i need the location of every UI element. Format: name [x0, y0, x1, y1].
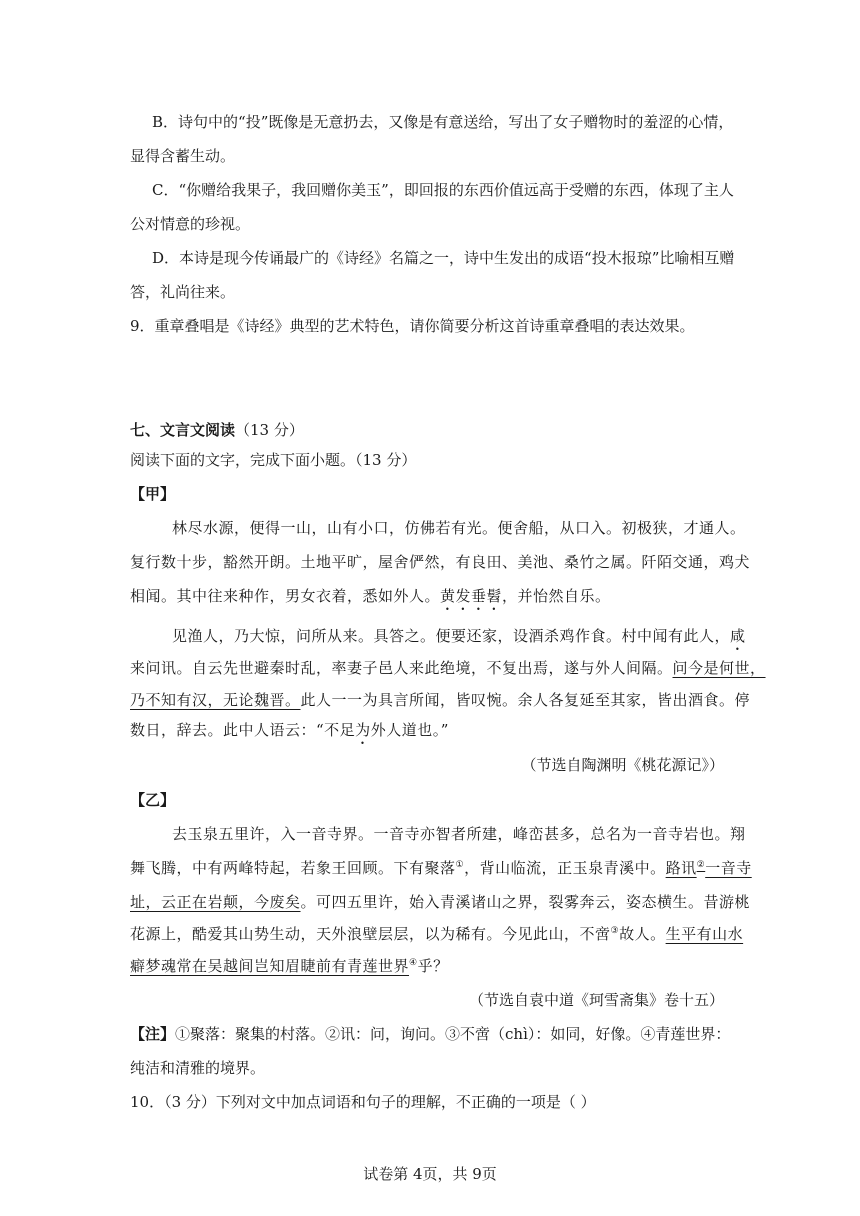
yi-text: ，背山临流，正玉泉青溪中。	[464, 859, 666, 877]
yi-line2	[130, 858, 752, 878]
passage-jia-label: 【甲】	[130, 485, 176, 503]
yi-line3	[130, 892, 750, 912]
jia-text: 数日，辞去。此中人语云：“不足	[130, 721, 356, 739]
section-heading	[130, 420, 304, 440]
question-10: 10．（3 分）下列对文中加点词语和句子的理解，不正确的一项是（ ）	[130, 1093, 596, 1111]
note-line1	[130, 1024, 730, 1044]
note-label: 【注】	[130, 1025, 176, 1043]
underlined-sentence: 路讯	[665, 859, 697, 877]
jia-p1-line2: 复行数十步，豁然开朗。土地平旷，屋舍俨然，有良田、美池、桑竹之属。阡陌交通，鸡犬	[130, 553, 751, 571]
footnote-mark: ②	[696, 860, 706, 870]
question-9: 9．重章叠唱是《诗经》典型的艺术特色，请你简要分析这首诗重章叠唱的表达效果。	[130, 317, 695, 335]
jia-p2-line3	[130, 690, 750, 710]
yi-source: （节选自袁中道《珂雪斋集》卷十五）	[468, 991, 724, 1009]
note-text: ①聚落：聚集的村落。②讯：问，询问。③不啻（chì）：如同，好像。④青莲世界：	[175, 1025, 731, 1043]
jia-source: （节选自陶渊明《桃花源记》）	[521, 756, 724, 774]
footnote-mark: ③	[610, 926, 620, 936]
jia-p1-line1: 林尽水源，便得一山，山有小口，仿佛若有光。便舍船，从口入。初极狭，才通人。	[172, 519, 746, 537]
yi-line4	[130, 924, 743, 944]
footnote-mark: ①	[455, 860, 465, 870]
option-c-line2: 公对情意的珍视。	[130, 215, 251, 233]
option-c-line1: C．“你赠给我果子，我回赠你美玉”，即回报的东西价值远高于受赠的东西，体现了主人	[152, 181, 734, 199]
underlined-sentence: 癖梦魂常在吴越间岂知眉睫前有青莲世界	[130, 957, 410, 975]
option-d-line2: 答，礼尚往来。	[130, 283, 236, 301]
jia-text: 相闻。其中往来种作，男女衣着，悉如外人。	[130, 587, 441, 605]
yi-text: 故人。	[619, 925, 666, 943]
option-b-line1: B．诗句中的“投”既像是无意扔去，又像是有意送给，写出了女子赠物时的羞涩的心情，	[152, 113, 734, 131]
page-footer: 试卷第 4页，共 9页	[363, 1165, 497, 1183]
yi-text: 乎？	[417, 957, 449, 975]
jia-p2-line4	[130, 720, 449, 748]
dotted-word: 黄发垂髫	[440, 587, 503, 605]
passage-yi-label: 【乙】	[130, 791, 176, 809]
section-instruction: 阅读下面的文字，完成下面小题。（13 分）	[130, 451, 417, 469]
jia-text: 来问讯。自云先世避秦时乱，率妻子邑人来此绝境，不复出焉，遂与外人间隔。	[130, 659, 673, 677]
jia-p2-line1	[172, 626, 746, 654]
section-score: （13 分）	[235, 421, 304, 439]
underlined-sentence: 生平有山水	[665, 925, 744, 943]
jia-p2-line2	[130, 658, 766, 678]
jia-text: 此人一一为具言所闻，皆叹惋。余人各复延至其家，皆出酒食。停	[300, 691, 751, 709]
jia-text: 外人道也。”	[370, 721, 449, 739]
yi-text: 花源上，酷爱其山势生动，天外浪壁层层，以为稀有。今见此山，不啻	[130, 925, 611, 943]
yi-line5	[130, 956, 449, 976]
jia-text: 见渔人，乃大惊，问所从来。具答之。便要还家，设酒杀鸡作食。村中闻有此人，	[172, 627, 731, 645]
footnote-mark: ④	[409, 958, 418, 968]
option-d-line1: D．本诗是现今传诵最广的《诗经》名篇之一，诗中生发出的成语“投木报琼”比喻相互赠	[152, 249, 735, 267]
section-title: 七、文言文阅读	[130, 421, 236, 439]
underlined-sentence: 问今是何世，	[672, 659, 766, 677]
jia-text: ，并怡然自乐。	[502, 587, 611, 605]
dotted-word: 为	[355, 721, 371, 739]
option-b-line2: 显得含蓄生动。	[130, 147, 236, 165]
jia-p1-line3	[130, 586, 611, 614]
underlined-sentence: 一音寺	[705, 859, 752, 877]
yi-text: 舞飞腾，中有两峰特起，若象王回顾。下有聚落	[130, 859, 456, 877]
note-line2: 纯洁和清雅的境界。	[130, 1059, 266, 1077]
yi-line1: 去玉泉五里许，入一音寺界。一音寺亦智者所建，峰峦甚多，总名为一音寺岩也。翔	[172, 825, 746, 843]
underlined-sentence: 址，云正在岩颠，今废矣	[130, 893, 301, 911]
underlined-sentence: 乃不知有汉，无论魏晋。	[130, 691, 301, 709]
yi-text: 。可四五里许，始入青溪诸山之界，裂雾奔云，姿态横生。昔游桃	[300, 893, 751, 911]
dotted-word: 咸	[730, 627, 746, 645]
